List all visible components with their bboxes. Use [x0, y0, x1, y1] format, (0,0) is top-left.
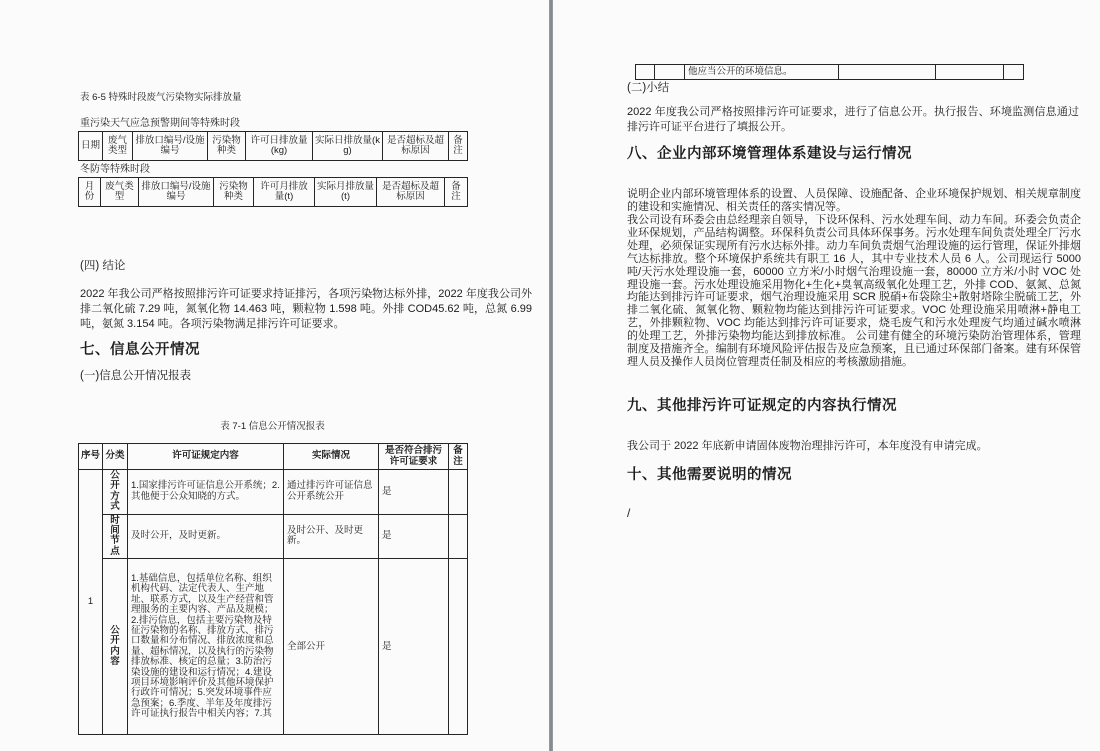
actual-situation-cell: 通过排污许可证信息公开系统公开: [284, 470, 379, 515]
category-cell: 时间节点: [103, 514, 128, 559]
table-row: [636, 65, 1024, 80]
winter-period-label: 冬防等特殊时段: [80, 164, 150, 175]
column-header-exceedance: 是否超标及超标原因: [383, 132, 449, 161]
category-cell: 公开方式: [103, 470, 128, 515]
seq-cell: [636, 65, 655, 80]
required-content-cell: 1.基础信息，包括单位名称、组织机构代码、法定代表人、生产地址、联系方式，以及生产经营和管理服务的主要内容、产品及规模；2.排污信息，包括主要污染物及特征污染物的名称、排放方式、排污口数量和分布情况、排放浓度和总量、超标情况，以及执行的污染物排放标准、核定的总量；3.防治污染设施的建设和运行情况；4.建设项目环境影响评价及其他环境保护行政许可情况；5.突发环境事件应急预案；6.季度、半年及年度排污许可证执行报告中相关内容；7.其: [128, 559, 284, 735]
section-8-paragraph-2: 我公司设有环委会由总经理亲自领导，下设环保科、污水处理车间、动力车间。环委会负责企业环保规划，产品结构调整。环保科负责公司具体环保事务。污水处理车间负责处理全厂污水处理，必须保证实现所有污水达标外排。动力车间负责烟气治理设施的运行管理，保证外排烟气达标排放。整个环境保护系统共有职工 16 人，其中专业技术人员 6 人。公司现运行 5000 吨/天污水处理设施一套，60000 立方米/小时烟气治理设施一套，80000 立方米/小时 VOC 处理设施一套。污水处理设施采用物化+生化+臭氧高级氧化处理工艺，外排 COD、氨氮、总氮均能达到排污许可证要求，烟气治理设施采用 SCR 脱硝+布袋除尘+散射塔除尘脱硫工艺，外排二氧化硫、氮氧化物、颗粒物均能达到排污许可证要求。VOC 处理设施采用喷淋+静电工艺，外排颗粒物、VOC 均能达到排污许可证要求，烧毛废气和污水处理废气均通过碱水喷淋的处理工艺，外排污染物均能达到排放标准。 公司建有健全的环境污染防治管理体系，管理制度及措施齐全。编制有环境风险评估报告及应急预案，且已通过环保部门备案。建有环保管理人员及操作人员岗位管理责任制及相应的考核激励措施。: [627, 214, 1081, 368]
column-header-required-content: 许可证规定内容: [128, 444, 284, 470]
table-header-row: [79, 444, 468, 470]
table-7-1-caption: 表 7-1 信息公开情况报表: [220, 421, 325, 432]
actual-situation-cell: 及时公开、及时更新。: [284, 514, 379, 559]
info-disclosure-table-continuation: [635, 64, 1024, 80]
actual-situation-cell: 全部公开: [284, 559, 379, 735]
column-header-actual-situation: 实际情况: [284, 444, 379, 470]
table-row: [79, 559, 468, 735]
required-content-cell: 1.国家排污许可证信息公开系统；2.其他便于公众知晓的方式。: [128, 470, 284, 515]
note-cell: [449, 559, 468, 735]
section-10-heading: 十、其他需要说明的情况: [627, 467, 792, 483]
page-left: [0, 0, 549, 751]
section-7-1-subheading: (一)信息公开情况报表: [80, 370, 192, 382]
section-10-content: /: [627, 506, 631, 520]
section-9-paragraph: 我公司于 2022 年底新申请固体废物治理排污许可，本年度没有申请完成。: [627, 440, 988, 452]
note-cell: [449, 514, 468, 559]
column-header-note: 备注: [445, 178, 468, 207]
info-disclosure-table: [78, 443, 468, 735]
conclusion-paragraph: 2022 年我公司严格按照排污许可证要求持证排污，各项污染物达标外排，2022 年度我公司外排二氧化硫 7.29 吨，氮氧化物 14.463 吨，颗粒物 1.598 吨。外排 COD45.62 吨，总氮 6.99 吨，氨氮 3.154 吨。各项污染物满足排污许可证要求。: [80, 288, 532, 330]
compliance-cell: [936, 65, 1004, 80]
column-header-outlet-id: 排放口编号/设施编号: [133, 132, 208, 161]
summary-paragraph: 2022 年度我公司严格按照排污许可证要求，进行了信息公开。执行报告、环境监测信息通过排污许可证平台进行了填报公开。: [627, 106, 1079, 133]
special-period-monthly-table: [78, 177, 468, 207]
column-header-note: 备注: [449, 132, 468, 161]
column-header-permitted-daily: 许可日排放量(kg): [246, 132, 313, 161]
column-header-seq: 序号: [79, 444, 103, 470]
note-cell: [1004, 65, 1024, 80]
section-8-paragraph-1: 说明企业内部环境管理体系的设置、人员保障、设施配备、企业环境保护规划、相关规章制度的建设和实施情况、相关责任的落实情况等。: [627, 188, 1081, 213]
column-header-pollutant: 污染物种类: [214, 178, 254, 207]
compliance-cell: 是: [379, 514, 449, 559]
section-9-heading: 九、其他排污许可证规定的内容执行情况: [627, 398, 897, 414]
actual-situation-cell: [839, 65, 936, 80]
page-right: [553, 0, 1100, 751]
table-6-5-caption: 表 6-5 特殊时段废气污染物实际排放量: [80, 92, 242, 103]
compliance-cell: 是: [379, 559, 449, 735]
column-header-outlet-id: 排放口编号/设施编号: [139, 178, 214, 207]
table-row: [79, 470, 468, 515]
section-8-heading: 八、企业内部环境管理体系建设与运行情况: [627, 146, 912, 162]
conclusion-heading: (四) 结论: [80, 260, 126, 272]
note-cell: [449, 470, 468, 515]
column-header-category: 分类: [103, 444, 128, 470]
section-7-heading: 七、信息公开情况: [80, 342, 200, 358]
column-header-date: 日期: [79, 132, 103, 161]
column-header-month: 月份: [79, 178, 101, 207]
column-header-pollutant: 污染物种类: [208, 132, 246, 161]
category-cell: [655, 65, 685, 80]
summary-heading: (二)小结: [627, 82, 670, 94]
seq-cell: 1: [79, 470, 103, 735]
special-period-daily-table: [78, 131, 468, 161]
column-header-actual-monthly: 实际月排放量(t): [315, 178, 377, 207]
column-header-permitted-monthly: 许可月排放量(t): [254, 178, 315, 207]
column-header-exceedance: 是否超标及超标原因: [377, 178, 445, 207]
column-header-gas-type: 废气类型: [103, 132, 133, 161]
column-header-note: 备注: [449, 444, 468, 470]
column-header-compliance: 是否符合排污许可证要求: [379, 444, 449, 470]
required-content-cell: 及时公开，及时更新。: [128, 514, 284, 559]
compliance-cell: 是: [379, 470, 449, 515]
required-content-cell: 他应当公开的环境信息。: [685, 65, 839, 80]
column-header-gas-type: 废气类型: [101, 178, 139, 207]
column-header-actual-daily: 实际日排放量(kg): [313, 132, 383, 161]
table-row: [79, 514, 468, 559]
heavy-pollution-period-label: 重污染天气应急预警期间等特殊时段: [80, 118, 240, 129]
category-cell: 公开内容: [103, 559, 128, 735]
